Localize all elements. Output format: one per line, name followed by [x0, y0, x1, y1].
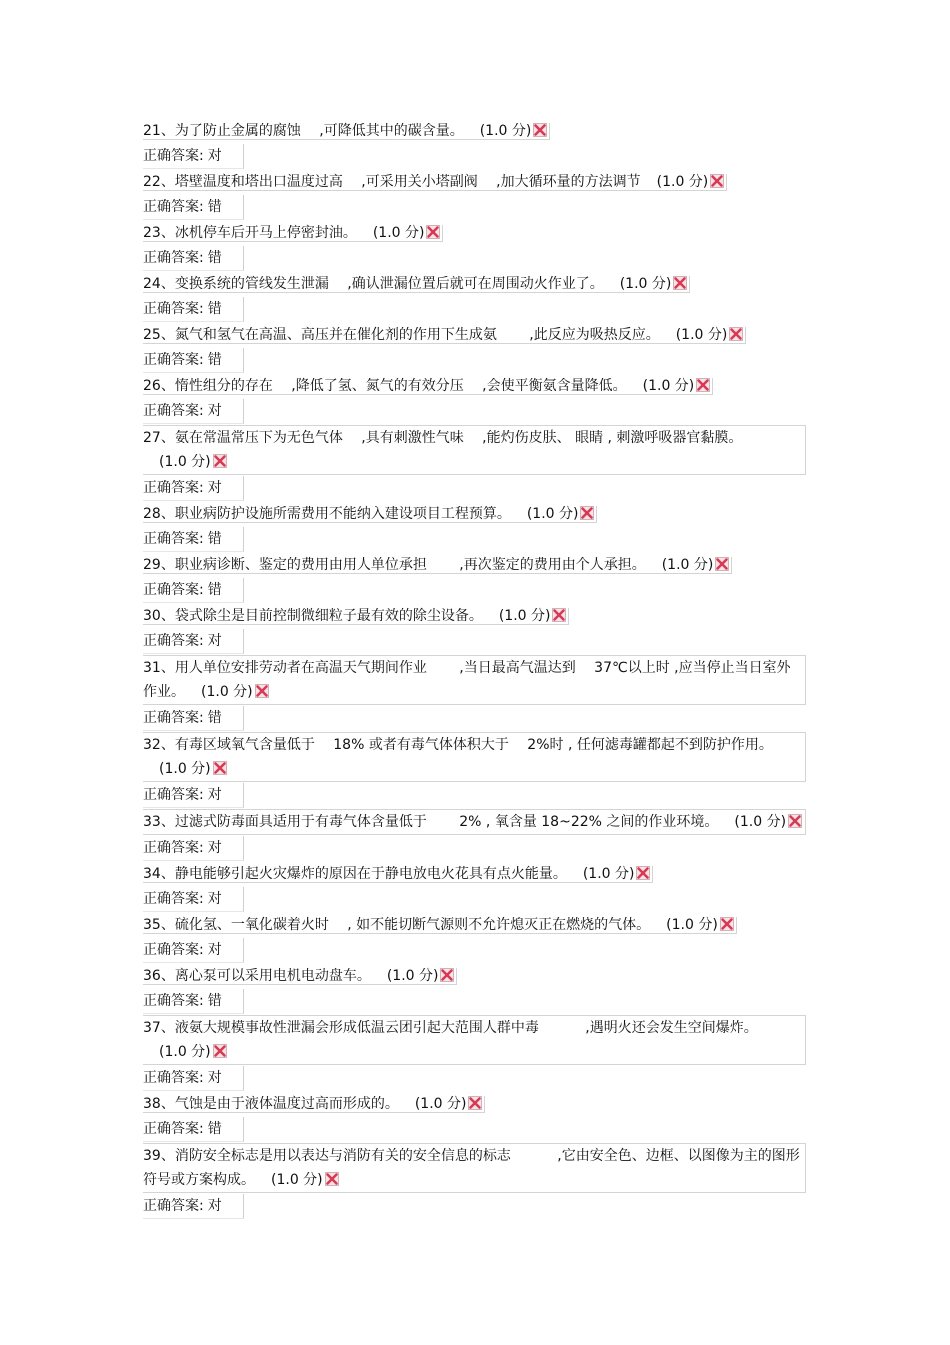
- question-list: [143, 119, 808, 1220]
- question-text: 26、惰性组分的存在 ,降低了氢、氮气的有效分压 ,会使平衡氨含量降低。: [143, 378, 627, 394]
- question-score: (1.0 分): [619, 276, 672, 292]
- answer-box: [143, 348, 244, 373]
- wrong-x-icon: [255, 684, 269, 698]
- question-score: (1.0 分): [675, 327, 728, 343]
- question-text: 36、离心泵可以采用电机电动盘车。: [143, 968, 371, 984]
- answer-box: [143, 1066, 244, 1091]
- answer-label: 正确答案:: [143, 710, 204, 726]
- question-text: 33、过滤式防毒面具适用于有毒气体含量低于 2% , 氧含量 18~22% 之间的作业环境。: [143, 814, 719, 830]
- wrong-x-icon: [533, 123, 547, 137]
- question-box: [143, 866, 653, 883]
- question-item: [143, 1092, 808, 1143]
- answer-label: 正确答案:: [143, 199, 204, 215]
- answer-box: [143, 527, 244, 552]
- question-row: [143, 502, 808, 527]
- answer-label: 正确答案:: [143, 1070, 204, 1086]
- answer-row: [143, 399, 808, 425]
- answer-label: 正确答案:: [143, 891, 204, 907]
- question-text: 34、静电能够引起火灾爆炸的原因在于静电放电火花具有点火能量。: [143, 866, 567, 882]
- question-row: [143, 1092, 808, 1117]
- answer-box: [143, 706, 244, 731]
- wrong-x-icon: [440, 968, 454, 982]
- answer-value: 错: [207, 993, 222, 1009]
- question-score: (1.0 分): [201, 684, 253, 700]
- question-row: [143, 553, 808, 578]
- answer-label: 正确答案:: [143, 148, 204, 164]
- question-box: [143, 809, 806, 835]
- question-row: [143, 221, 808, 246]
- question-item: [143, 323, 808, 374]
- answer-label: 正确答案:: [143, 531, 204, 547]
- wrong-x-icon: [729, 327, 743, 341]
- answer-row: [143, 989, 808, 1015]
- question-row: [143, 425, 808, 476]
- question-box: [143, 557, 732, 574]
- question-score: (1.0 分): [526, 506, 579, 522]
- question-row: [143, 374, 808, 399]
- answer-box: [143, 246, 244, 271]
- question-row: [143, 862, 808, 887]
- question-box: [143, 1096, 485, 1113]
- answer-row: [143, 706, 808, 732]
- question-box: [143, 968, 457, 985]
- question-box: [143, 1015, 806, 1065]
- question-score: (1.0 分): [414, 1096, 467, 1112]
- answer-value: 错: [207, 250, 222, 266]
- question-row: [143, 732, 808, 783]
- answer-row: [143, 527, 808, 553]
- question-row: [143, 913, 808, 938]
- question-row: [143, 964, 808, 989]
- question-text: 22、塔壁温度和塔出口温度过高 ,可采用关小塔副阀 ,加大循环量的方法调节: [143, 174, 641, 190]
- question-item: [143, 964, 808, 1015]
- answer-row: [143, 476, 808, 502]
- question-score: (1.0 分): [159, 454, 211, 470]
- question-score: (1.0 分): [582, 866, 635, 882]
- question-score: (1.0 分): [734, 814, 787, 830]
- wrong-x-icon: [213, 1044, 227, 1058]
- answer-label: 正确答案:: [143, 582, 204, 598]
- answer-value: 错: [207, 199, 222, 215]
- answer-box: [143, 1117, 244, 1142]
- answer-row: [143, 1066, 808, 1092]
- question-box: [143, 506, 597, 523]
- question-row: [143, 655, 808, 706]
- question-item: [143, 809, 808, 862]
- question-row: [143, 809, 808, 836]
- answer-value: 对: [207, 480, 222, 496]
- question-item: [143, 1015, 808, 1092]
- question-item: [143, 553, 808, 604]
- question-item: [143, 1143, 808, 1220]
- question-text: 38、气蚀是由于液体温度过高而形成的。: [143, 1096, 399, 1112]
- wrong-x-icon: [788, 814, 802, 828]
- question-row: [143, 1143, 808, 1194]
- answer-value: 对: [207, 891, 222, 907]
- question-score: (1.0 分): [642, 378, 695, 394]
- answer-value: 错: [207, 710, 222, 726]
- question-row: [143, 170, 808, 195]
- question-item: [143, 604, 808, 655]
- question-item: [143, 913, 808, 964]
- answer-box: [143, 836, 244, 861]
- answer-value: 对: [207, 1198, 222, 1214]
- answer-value: 错: [207, 352, 222, 368]
- question-box: [143, 608, 569, 625]
- question-score: (1.0 分): [661, 557, 714, 573]
- question-box: [143, 123, 550, 140]
- question-box: [143, 378, 713, 395]
- answer-box: [143, 297, 244, 322]
- answer-label: 正确答案:: [143, 480, 204, 496]
- answer-box: [143, 578, 244, 603]
- question-box: [143, 1143, 806, 1193]
- answer-value: 错: [207, 301, 222, 317]
- wrong-x-icon: [710, 174, 724, 188]
- answer-value: 对: [207, 787, 222, 803]
- answer-row: [143, 836, 808, 862]
- question-score: (1.0 分): [271, 1172, 323, 1188]
- question-score: (1.0 分): [159, 1044, 211, 1060]
- question-item: [143, 272, 808, 323]
- question-row: [143, 272, 808, 297]
- question-item: [143, 862, 808, 913]
- answer-box: [143, 989, 244, 1014]
- answer-value: 对: [207, 633, 222, 649]
- answer-value: 对: [207, 942, 222, 958]
- question-box: [143, 655, 806, 705]
- answer-box: [143, 938, 244, 963]
- answer-box: [143, 783, 244, 808]
- answer-row: [143, 887, 808, 913]
- answer-label: 正确答案:: [143, 301, 204, 317]
- answer-label: 正确答案:: [143, 942, 204, 958]
- question-row: [143, 119, 808, 144]
- question-box: [143, 917, 737, 934]
- question-text: 30、袋式除尘是目前控制微细粒子最有效的除尘设备。: [143, 608, 483, 624]
- answer-row: [143, 783, 808, 809]
- question-text: 24、变换系统的管线发生泄漏 ,确认泄漏位置后就可在周围动火作业了。: [143, 276, 604, 292]
- answer-label: 正确答案:: [143, 840, 204, 856]
- answer-row: [143, 297, 808, 323]
- answer-row: [143, 1117, 808, 1143]
- question-item: [143, 425, 808, 502]
- wrong-x-icon: [468, 1096, 482, 1110]
- question-text: 29、职业病诊断、鉴定的费用由用人单位承担 ,再次鉴定的费用由个人承担。: [143, 557, 646, 573]
- question-box: [143, 276, 690, 293]
- answer-label: 正确答案:: [143, 352, 204, 368]
- question-item: [143, 374, 808, 425]
- question-score: (1.0 分): [479, 123, 532, 139]
- answer-row: [143, 144, 808, 170]
- wrong-x-icon: [636, 866, 650, 880]
- wrong-x-icon: [426, 225, 440, 239]
- question-box: [143, 174, 727, 191]
- answer-value: 对: [207, 148, 222, 164]
- question-score: (1.0 分): [666, 917, 718, 933]
- question-text: 23、冰机停车后开马上停密封油。: [143, 225, 357, 241]
- answer-row: [143, 629, 808, 655]
- question-text: 37、液氨大规模事故性泄漏会形成低温云团引起大范围人群中毒 ,遇明火还会发生空间爆炸。: [143, 1020, 758, 1036]
- question-score: (1.0 分): [498, 608, 551, 624]
- question-text: 28、职业病防护设施所需费用不能纳入建设项目工程预算。: [143, 506, 511, 522]
- question-box: [143, 225, 443, 242]
- question-text: 39、消防安全标志是用以表达与消防有关的安全信息的标志 ,它由安全色、边框、以图像为主的图形符号或方案构成。: [143, 1148, 800, 1188]
- answer-box: [143, 195, 244, 220]
- question-score: (1.0 分): [159, 761, 211, 777]
- answer-value: 错: [207, 582, 222, 598]
- question-text: 31、用人单位安排劳动者在高温天气期间作业 ,当日最高气温达到 37℃以上时 ,应当停止当日室外作业。: [143, 660, 791, 700]
- answer-box: [143, 887, 244, 912]
- answer-value: 对: [207, 1070, 222, 1086]
- question-box: [143, 327, 746, 344]
- answer-row: [143, 578, 808, 604]
- question-score: (1.0 分): [656, 174, 709, 190]
- answer-value: 对: [207, 403, 222, 419]
- wrong-x-icon: [580, 506, 594, 520]
- answer-box: [143, 144, 244, 169]
- wrong-x-icon: [696, 378, 710, 392]
- question-item: [143, 502, 808, 553]
- answer-box: [143, 1194, 244, 1219]
- answer-label: 正确答案:: [143, 250, 204, 266]
- answer-label: 正确答案:: [143, 1121, 204, 1137]
- question-item: [143, 655, 808, 732]
- answer-row: [143, 246, 808, 272]
- wrong-x-icon: [213, 761, 227, 775]
- answer-value: 错: [207, 1121, 222, 1137]
- question-row: [143, 604, 808, 629]
- question-item: [143, 221, 808, 272]
- answer-value: 对: [207, 840, 222, 856]
- question-item: [143, 732, 808, 809]
- wrong-x-icon: [720, 917, 734, 931]
- question-score: (1.0 分): [386, 968, 439, 984]
- wrong-x-icon: [325, 1172, 339, 1186]
- answer-row: [143, 1194, 808, 1220]
- question-text: 35、硫化氢、一氧化碳着火时 , 如不能切断气源则不允许熄灭正在燃烧的气体。: [143, 917, 651, 933]
- question-text: 25、氮气和氢气在高温、高压并在催化剂的作用下生成氨 ,此反应为吸热反应。: [143, 327, 660, 343]
- wrong-x-icon: [673, 276, 687, 290]
- wrong-x-icon: [213, 454, 227, 468]
- answer-label: 正确答案:: [143, 633, 204, 649]
- question-text: 27、氨在常温常压下为无色气体 ,具有刺激性气味 ,能灼伤皮肤、 眼睛 , 刺激呼吸器官黏膜。: [143, 430, 743, 446]
- question-row: [143, 1015, 808, 1066]
- answer-row: [143, 938, 808, 964]
- question-row: [143, 323, 808, 348]
- wrong-x-icon: [552, 608, 566, 622]
- answer-row: [143, 195, 808, 221]
- answer-box: [143, 629, 244, 654]
- answer-box: [143, 399, 244, 424]
- question-box: [143, 732, 806, 782]
- answer-label: 正确答案:: [143, 993, 204, 1009]
- answer-label: 正确答案:: [143, 787, 204, 803]
- question-item: [143, 119, 808, 170]
- answer-label: 正确答案:: [143, 1198, 204, 1214]
- question-box: [143, 425, 806, 475]
- answer-box: [143, 476, 244, 501]
- wrong-x-icon: [715, 557, 729, 571]
- question-score: (1.0 分): [372, 225, 425, 241]
- question-item: [143, 170, 808, 221]
- question-text: 21、为了防止金属的腐蚀 ,可降低其中的碳含量。: [143, 123, 464, 139]
- question-text: 32、有毒区域氧气含量低于 18% 或者有毒气体体积大于 2%时 , 任何滤毒罐都起不到防护作用。: [143, 737, 773, 753]
- answer-row: [143, 348, 808, 374]
- answer-label: 正确答案:: [143, 403, 204, 419]
- answer-value: 错: [207, 531, 222, 547]
